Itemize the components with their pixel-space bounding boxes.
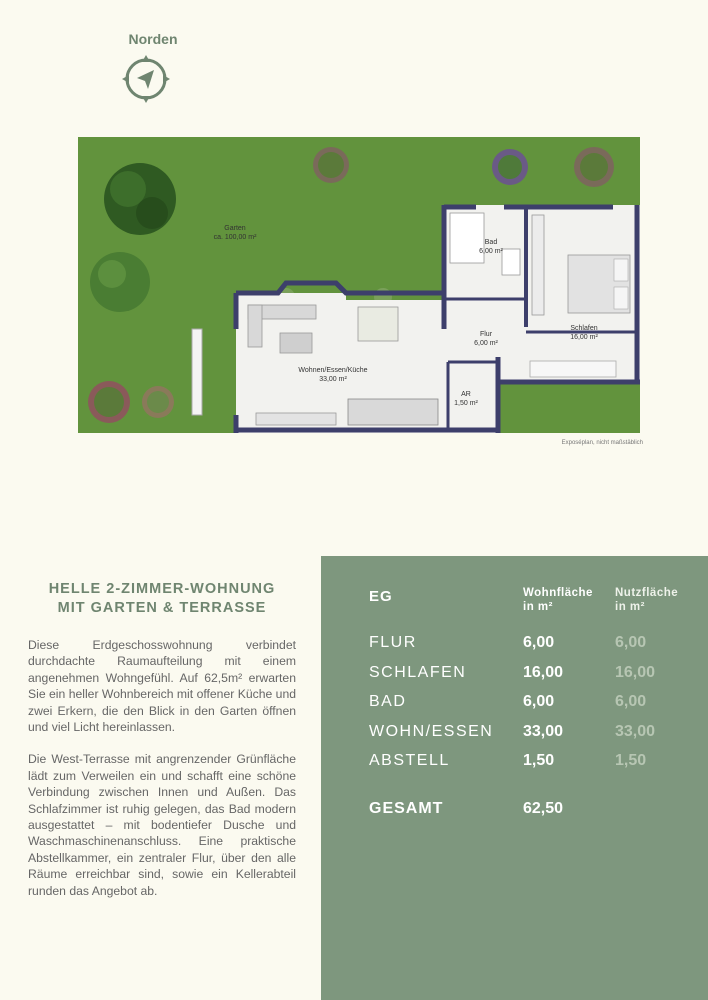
row-wohnflaeche: 6,00 bbox=[523, 693, 555, 710]
headline-line-1: HELLE 2-ZIMMER-WOHNUNG bbox=[48, 581, 276, 597]
column-header-unit: in m² bbox=[615, 601, 645, 613]
headline-line-2: MIT GARTEN & TERRASSE bbox=[57, 600, 267, 616]
row-wohnflaeche: 33,00 bbox=[523, 723, 564, 740]
room-area-living: 33,00 m² bbox=[319, 376, 347, 383]
row-wohnflaeche: 16,00 bbox=[523, 664, 564, 681]
row-name: ABSTELL bbox=[369, 752, 450, 769]
room-label-garden: Garten bbox=[224, 225, 246, 232]
room-label-storage: AR bbox=[461, 391, 471, 398]
floor-plan bbox=[78, 137, 640, 433]
tree-icon bbox=[104, 163, 176, 235]
room-area-hall: 6,00 m² bbox=[474, 340, 498, 347]
room-area-garden: ca. 100,00 m² bbox=[213, 234, 257, 241]
table-row bbox=[369, 752, 699, 774]
table-row bbox=[369, 634, 699, 656]
row-wohnflaeche: 6,00 bbox=[523, 634, 555, 651]
total-value: 62,50 bbox=[523, 800, 564, 817]
shrub-icon bbox=[142, 386, 174, 418]
room-area-bedroom: 16,00 m² bbox=[570, 334, 598, 341]
row-name: SCHLAFEN bbox=[369, 664, 467, 681]
row-nutzflaeche: 6,00 bbox=[615, 693, 647, 710]
total-label: GESAMT bbox=[369, 800, 444, 817]
row-name: FLUR bbox=[369, 634, 417, 651]
room-label-bedroom: Schlafen bbox=[570, 325, 598, 332]
table-row bbox=[369, 723, 699, 745]
column-header-nutzflaeche bbox=[615, 586, 705, 614]
headline bbox=[28, 580, 296, 618]
column-header-unit: in m² bbox=[523, 601, 553, 613]
shrub-icon bbox=[492, 149, 528, 185]
row-nutzflaeche: 6,00 bbox=[615, 634, 647, 651]
floor-label: EG bbox=[369, 588, 393, 605]
north-label: Norden bbox=[128, 31, 178, 47]
shrub-icon bbox=[574, 147, 614, 187]
room-area-storage: 1,50 m² bbox=[454, 400, 478, 407]
table-row bbox=[369, 693, 699, 715]
column-header-wohnflaeche bbox=[523, 586, 613, 614]
row-name: BAD bbox=[369, 693, 407, 710]
room-label-bath: Bad bbox=[484, 239, 498, 246]
column-header-text: Wohnfläche bbox=[523, 587, 593, 599]
row-name: WOHN/ESSEN bbox=[369, 723, 494, 740]
shrub-icon bbox=[88, 381, 130, 423]
column-header-text: Nutzfläche bbox=[615, 587, 679, 599]
description bbox=[28, 637, 296, 915]
room-area-bath: 6,00 m² bbox=[479, 248, 503, 255]
plan-note: Exposéplan, nicht maßstäblich bbox=[561, 440, 643, 446]
tree-icon bbox=[90, 252, 150, 312]
row-nutzflaeche: 1,50 bbox=[615, 752, 647, 769]
area-table-panel bbox=[321, 556, 708, 1000]
row-nutzflaeche: 33,00 bbox=[615, 723, 656, 740]
compass-icon bbox=[120, 53, 172, 105]
table-row bbox=[369, 664, 699, 686]
room-label-living: Wohnen/Essen/Küche bbox=[298, 367, 368, 374]
row-wohnflaeche: 1,50 bbox=[523, 752, 555, 769]
shrub-icon bbox=[313, 147, 349, 183]
room-label-hall: Flur bbox=[479, 331, 493, 338]
row-nutzflaeche: 16,00 bbox=[615, 664, 656, 681]
description-paragraph: Die West-Terrasse mit angrenzender Grünfläche lädt zum Verweilen ein und schafft eine schöne Verbindung zwischen Innen und Außen. Das Schlafzimmer ist ruhig gelegen, das Bad modern ausgestattet – mit bodentiefer Dusche und Waschmaschinenanschluss. Eine praktische Abstellkammer, ein zentraler Flur, über den alle Räume erreichbar sind, sowie ein Kellerabteil runden das Angebot ab. bbox=[28, 752, 296, 898]
description-paragraph: Diese Erdgeschosswohnung verbindet durchdachte Raumaufteilung mit einem angenehmen Wohngefühl. Auf 62,5m² erwarten Sie ein heller Wohnbereich mit offener Küche und zwei Erkern, die den Blick in den Garten öffnen und viel Licht hereinlassen. bbox=[28, 638, 296, 735]
